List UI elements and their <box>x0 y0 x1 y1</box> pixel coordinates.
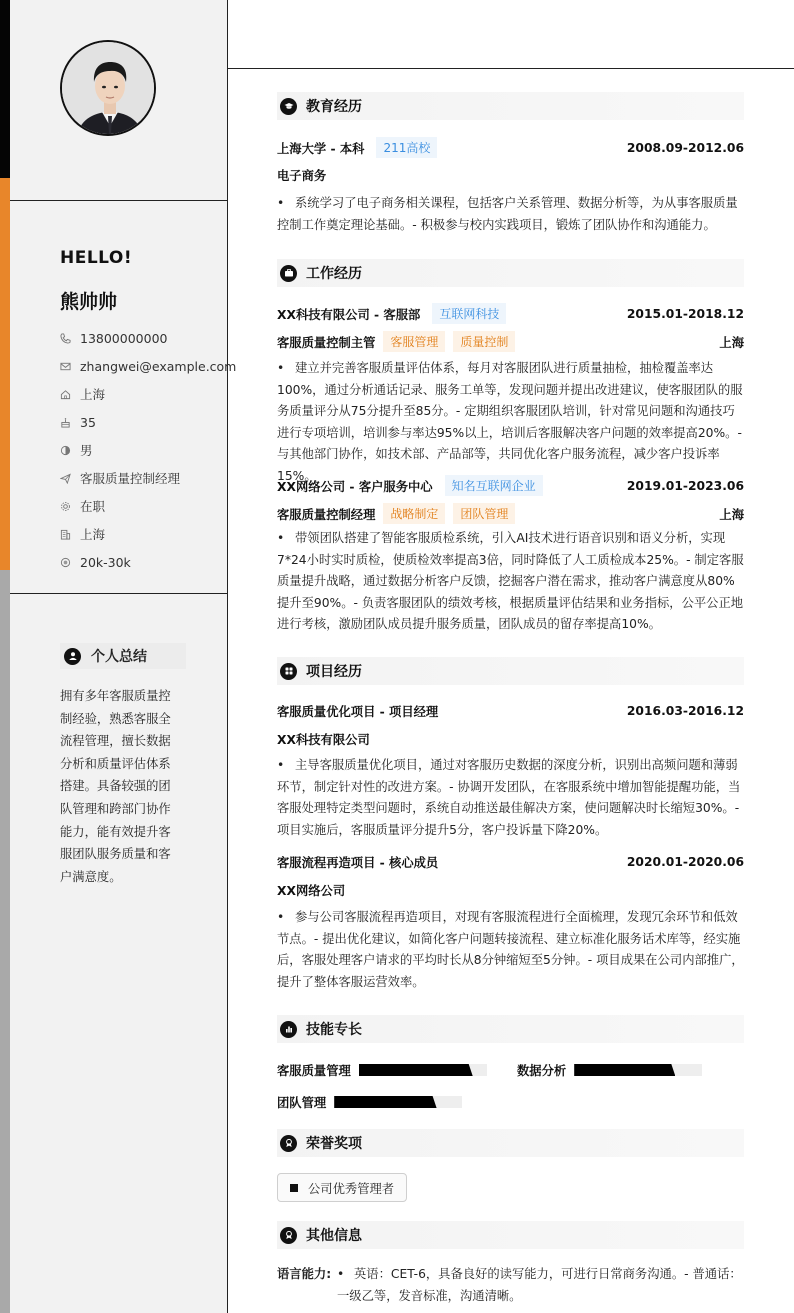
education-date: 2008.09-2012.06 <box>626 140 744 155</box>
candidate-name: 熊帅帅 <box>60 291 118 313</box>
work-role-row <box>277 331 744 352</box>
sidebar <box>10 0 237 1313</box>
work-city: 上海 <box>719 507 744 522</box>
education-major: 电子商务 <box>277 169 327 183</box>
project-desc: • 主导客服质量优化项目，通过对客服历史数据的深度分析，识别出高频问题和薄弱环节，制定针对性的改进方案。- 协调开发团队，在客服系统中增加智能提醒功能，当客服处理特定类型问题时，系统自动推送最佳解决方案，使问题解决时长缩短30%。- 项目实施后，客服质量评分提升5分，客户投诉量下降20%。 <box>277 758 741 837</box>
skill-name: 团队管理 <box>277 1096 327 1110</box>
language-text: • 英语：CET-6，具备良好的读写能力，可进行日常商务沟通。- 普通话：一级乙等，发音标准，沟通清晰。 <box>337 1267 742 1303</box>
skills-heading <box>277 1015 744 1043</box>
education-title: 教育经历 <box>306 99 362 115</box>
header-divider <box>228 68 794 69</box>
work-skill-tag: 客服管理 <box>383 331 445 352</box>
stripe-gray <box>0 570 10 1313</box>
award-badge <box>277 1173 407 1202</box>
work-city: 上海 <box>719 335 744 350</box>
education-tag: 211高校 <box>376 137 437 158</box>
project-name: 客服流程再造项目 - 核心成员 <box>277 856 439 870</box>
hello-heading: HELLO! <box>60 248 133 268</box>
age-text: 35 <box>80 414 96 430</box>
info-age <box>60 408 236 436</box>
phone-icon <box>60 333 80 344</box>
skills-title: 技能专长 <box>306 1022 362 1038</box>
education-major-row <box>277 166 744 184</box>
info-position <box>60 464 236 492</box>
awards-title: 荣誉奖项 <box>306 1136 362 1152</box>
work-company: XX科技有限公司 - 客服部 <box>277 307 421 322</box>
education-row <box>277 137 744 158</box>
gender-text: 男 <box>80 443 93 458</box>
cake-icon <box>60 417 80 428</box>
work-role-row <box>277 503 744 524</box>
info-email <box>60 352 236 380</box>
other-title: 其他信息 <box>306 1228 362 1244</box>
avatar <box>60 40 156 136</box>
work-row <box>277 475 744 496</box>
gear-icon <box>60 501 80 512</box>
summary-title: 个人总结 <box>91 649 147 665</box>
info-city <box>60 520 236 548</box>
sidebar-divider <box>10 593 228 594</box>
city-text: 上海 <box>80 527 106 542</box>
project-desc: • 参与公司客服流程再造项目，对现有客服流程进行全面梳理，发现冗余环节和低效节点。- 提出优化建议，如简化客户问题转接流程、建立标准化服务话术库等，经实施后，客服处理客户请求的平均时长从8分钟缩短至5分钟。- 项目成果在公司内部推广，提升了整体客服运营效率。 <box>277 910 744 989</box>
work-skill-tag: 团队管理 <box>453 503 515 524</box>
globe-icon <box>280 1227 297 1244</box>
project-date: 2016.03-2016.12 <box>626 704 744 718</box>
project-company: XX科技有限公司 <box>277 733 370 747</box>
grid-icon <box>280 663 297 680</box>
coin-icon <box>60 557 80 568</box>
work-date: 2019.01-2023.06 <box>626 478 744 493</box>
other-heading <box>277 1221 744 1249</box>
skill-bar-fill <box>359 1064 473 1076</box>
skill-item <box>277 1061 487 1079</box>
skill-bar <box>359 1064 487 1076</box>
skill-item <box>277 1093 462 1111</box>
skill-bar <box>574 1064 702 1076</box>
info-gender <box>60 436 236 464</box>
sidebar-divider <box>10 200 228 201</box>
work-row <box>277 303 744 324</box>
work-skill-tag: 战略制定 <box>383 503 445 524</box>
education-desc: • 系统学习了电子商务相关课程，包括客户关系管理、数据分析等，为从事客服质量控制工作奠定理论基础。- 积极参与校内实践项目，锻炼了团队协作和沟通能力。 <box>277 196 738 232</box>
project-row <box>277 702 744 720</box>
graduation-cap-icon <box>280 98 297 115</box>
skill-name: 客服质量管理 <box>277 1064 351 1078</box>
email-text: zhangwei@example.com <box>80 358 237 374</box>
contact-info-list <box>60 324 236 576</box>
skill-name: 数据分析 <box>517 1064 567 1078</box>
mail-icon <box>60 361 80 372</box>
project-company: XX网络公司 <box>277 884 346 898</box>
stripe-orange <box>0 178 10 570</box>
stripe-black <box>0 0 10 178</box>
skill-item <box>517 1061 702 1079</box>
projects-title: 项目经历 <box>306 664 362 680</box>
work-tag: 知名互联网企业 <box>445 475 543 496</box>
phone-text: 13800000000 <box>80 330 168 346</box>
work-role: 客服质量控制经理 <box>277 507 376 522</box>
skill-bar-fill <box>334 1096 436 1108</box>
location-text: 上海 <box>80 387 106 402</box>
project-date: 2020.01-2020.06 <box>626 855 744 869</box>
salary-text: 20k-30k <box>80 554 131 570</box>
work-desc: • 带领团队搭建了智能客服质检系统，引入AI技术进行语音识别和语义分析，实现7*24小时实时质检，使质检效率提高3倍，同时降低了人工质检成本25%。- 制定客服质量提升战略，通过数据分析客户反馈，挖掘客户潜在需求，推动客户满意度从80%提升至90%。- 负责客服团队的绩效考核，根据质量评估结果和业务指标，公平公正地进行考核，激励团队成员提升服务质量，团队成员的留存率提高10%。 <box>277 531 744 631</box>
summary-heading <box>60 643 186 669</box>
language-label: 语言能力: <box>277 1267 332 1281</box>
work-heading <box>277 259 744 287</box>
project-row <box>277 853 744 871</box>
work-skill-tag: 质量控制 <box>453 331 515 352</box>
avatar-portrait <box>62 42 156 136</box>
user-icon <box>64 648 81 665</box>
status-text: 在职 <box>80 499 106 514</box>
award-bullet-icon <box>290 1184 298 1192</box>
project-company-row <box>277 881 744 899</box>
project-company-row <box>277 730 744 748</box>
gender-icon <box>60 445 80 456</box>
work-desc: • 建立并完善客服质量评估体系，每月对客服团队进行质量抽检，抽检覆盖率达100%，通过分析通话记录、服务工单等，发现问题并提出改进建议，使客服团队的服务质量评分从75分提升至85分。- 定期组织客服团队培训，针对常见问题和沟通技巧进行专项培训，培训参与率达95%以上，培训后客服解决客户问题的效率提高20%。- 与其他部门协作，如技术部、产品部等，共同优化客户服务流程，减少客户投诉率15%。 <box>277 361 743 483</box>
building-icon <box>60 529 80 540</box>
bar-chart-icon <box>280 1021 297 1038</box>
skill-bar <box>334 1096 462 1108</box>
projects-heading <box>277 657 744 685</box>
summary-text: 拥有多年客服质量控制经验，熟悉客服全流程管理，擅长数据分析和质量评估体系搭建。具备较强的团队管理和跨部门协作能力，能有效提升客服团队服务质量和客户满意度。 <box>60 689 171 884</box>
project-name: 客服质量优化项目 - 项目经理 <box>277 705 439 719</box>
skill-bar-fill <box>574 1064 675 1076</box>
position-text: 客服质量控制经理 <box>80 471 181 486</box>
info-phone <box>60 324 236 352</box>
work-role: 客服质量控制主管 <box>277 335 376 350</box>
home-icon <box>60 389 80 400</box>
awards-heading <box>277 1129 744 1157</box>
work-tag: 互联网科技 <box>432 303 506 324</box>
work-date: 2015.01-2018.12 <box>626 306 744 321</box>
work-company: XX网络公司 - 客户服务中心 <box>277 479 433 494</box>
work-title: 工作经历 <box>306 266 362 282</box>
color-stripe <box>0 0 10 1313</box>
briefcase-icon <box>280 265 297 282</box>
award-text: 公司优秀管理者 <box>308 1181 395 1196</box>
language-row <box>277 1264 744 1307</box>
send-icon <box>60 473 80 484</box>
info-status <box>60 492 236 520</box>
info-location <box>60 380 236 408</box>
education-heading <box>277 92 744 120</box>
info-salary <box>60 548 236 576</box>
award-icon <box>280 1135 297 1152</box>
education-school: 上海大学 - 本科 <box>277 141 365 156</box>
